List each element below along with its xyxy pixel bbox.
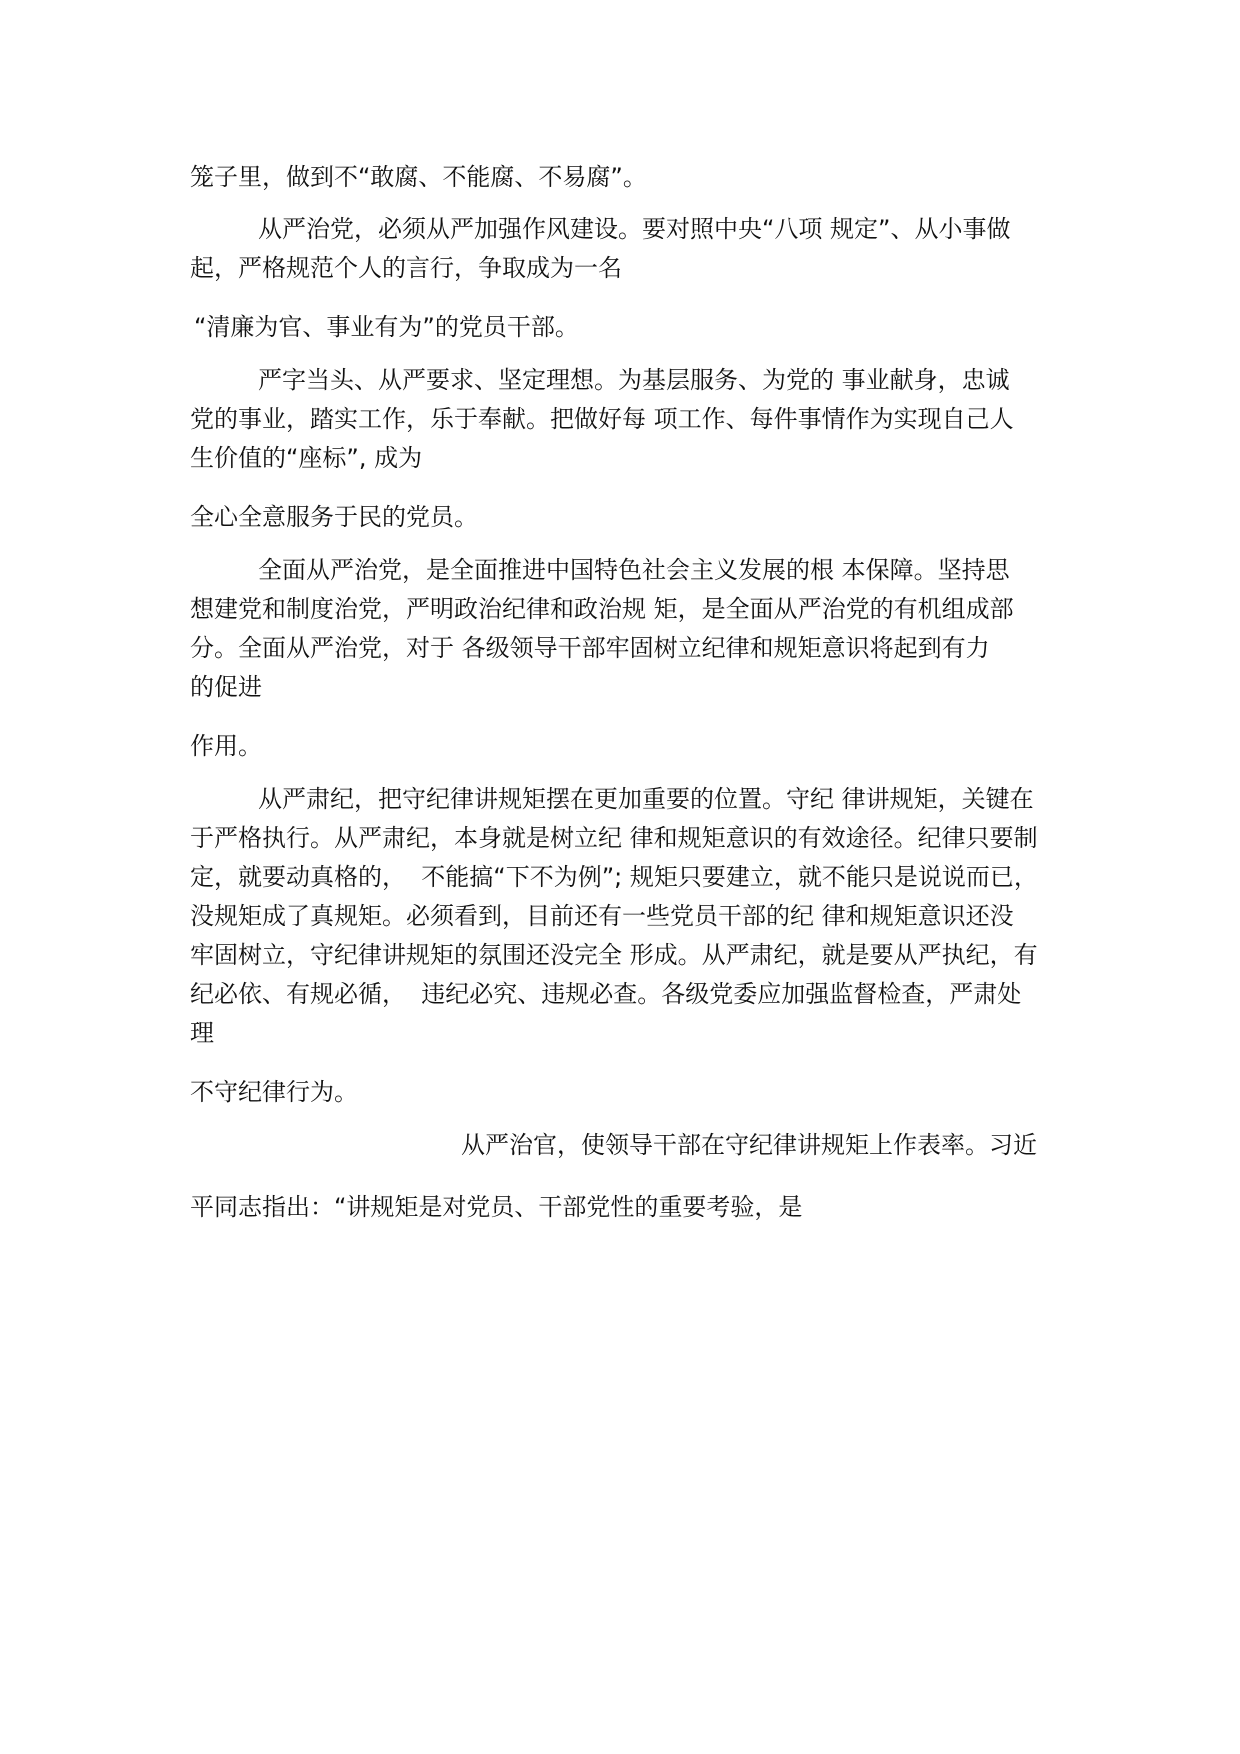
text-line: 作用。 — [190, 732, 262, 760]
text-line: 定，就要动真格的， 不能搞“下不为例”; 规矩只要建立，就不能只是说说而已， — [190, 863, 1038, 891]
text-line: 分。全面从严治党，对于 各级领导干部牢固树立纪律和规矩意识将起到有力 — [190, 634, 990, 662]
text-line: 笼子里，做到不“敢腐、不能腐、不易腐”。 — [190, 163, 647, 191]
text-line: “清廉为官、事业有为”的党员干部。 — [194, 313, 579, 341]
text-line: 没规矩成了真规矩。必须看到，目前还有一些党员干部的纪 律和规矩意识还没 — [190, 902, 1014, 930]
text-line: 起，严格规范个人的言行，争取成为一名 — [190, 254, 622, 282]
text-line: 理 — [190, 1019, 214, 1047]
text-line: 想建党和制度治党，严明政治纪律和政治规 矩，是全面从严治党的有机组成部 — [190, 595, 1014, 623]
text-line: 不守纪律行为。 — [190, 1078, 358, 1106]
text-line: 平同志指出：“讲规矩是对党员、干部党性的重要考验，是 — [190, 1193, 803, 1221]
text-line: 的促进 — [190, 673, 262, 701]
text-line: 于严格执行。从严肃纪，本身就是树立纪 律和规矩意识的有效途径。纪律只要制 — [190, 824, 1038, 852]
paragraph-start-line: 从严治官，使领导干部在守纪律讲规矩上作表率。习近 — [461, 1131, 1037, 1159]
paragraph-start-line: 严字当头、从严要求、坚定理想。为基层服务、为党的 事业献身，忠诚 — [258, 366, 1010, 394]
paragraph-start-line: 从严治党，必须从严加强作风建设。要对照中央“八项 规定”、从小事做 — [258, 215, 1011, 243]
text-line: 生价值的“座标”, 成为 — [190, 444, 423, 472]
paragraph-start-line: 全面从严治党，是全面推进中国特色社会主义发展的根 本保障。坚持思 — [258, 556, 1010, 584]
text-line: 牢固树立，守纪律讲规矩的氛围还没完全 形成。从严肃纪，就是要从严执纪，有 — [190, 941, 1038, 969]
text-line: 纪必依、有规必循， 违纪必究、违规必查。各级党委应加强监督检查，严肃处 — [190, 980, 1022, 1008]
text-line: 党的事业，踏实工作，乐于奉献。把做好每 项工作、每件事情作为实现自己人 — [190, 405, 1014, 433]
paragraph-start-line: 从严肃纪，把守纪律讲规矩摆在更加重要的位置。守纪 律讲规矩，关键在 — [258, 785, 1034, 813]
text-line: 全心全意服务于民的党员。 — [190, 503, 478, 531]
